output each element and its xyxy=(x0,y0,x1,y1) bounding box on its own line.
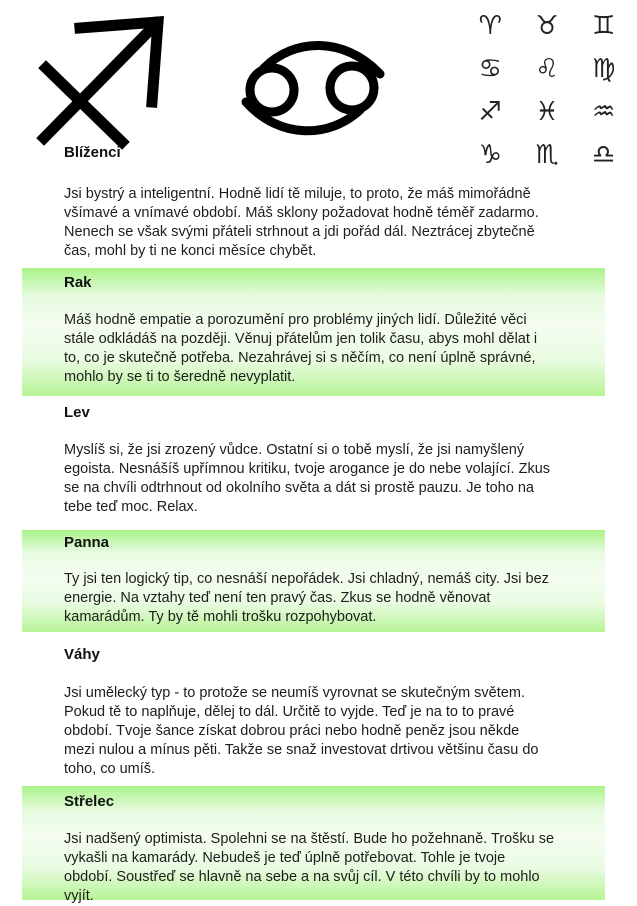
section-sagittarius xyxy=(22,786,605,904)
section-text: Máš hodně empatie a porozumění pro problémy jiných lidí. Důležité věci stále odkládáš na později. Věnuj přátelům jen tolik času, abys mohl dělat i to, co je skutečně potřeba. Nezahrávej si s něčím, co není úplně správné, mohlo by se ti to šeredně nevyplatit. xyxy=(64,312,538,385)
section-text: Jsi nadšený optimista. Spolehni se na štěstí. Bude ho požehnaně. Trošku se vykašli na kamarády. Nebudeš je teď úplně potřebovat. Tohle je tvoje období. Soustřeď se hlavně na sebe a na svůj cíl. V této chvíli by to mohlo vyjít. xyxy=(64,831,555,904)
virgo-icon: ♍ xyxy=(592,53,616,84)
section-title: Střelec xyxy=(64,793,115,810)
section-text: Jsi umělecký typ - to protože se neumíš vyrovnat se skutečným světem. Pokud tě to naplňuje, dělej to dál. Určitě to vyjde. Teď je na to to pravé období. Tvoje šance získat dobrou práci nebo hodně peněz jsou někde mezi nulou a mínus pěti. Takže se snaž investovat drtivou většinu času do toho, co umíš. xyxy=(64,685,539,777)
section-gemini xyxy=(22,139,605,261)
section-text: Jsi bystrý a inteligentní. Hodně lidí tě miluje, to proto, že máš mimořádně všímavé a vnímavé období. Máš sklony požadovat hodně téměř zadarmo. Nenech se však svými přáteli strhnout a jdi pořád dál. Neztrácej zbytečně čas, mohl by ti ne konci měsíce chybět. xyxy=(64,186,539,259)
section-title: Lev xyxy=(64,404,90,421)
sagittarius-sign-icon xyxy=(20,10,170,150)
aquarius-icon: ♒ xyxy=(592,96,616,127)
section-text: Myslíš si, že jsi zrozený vůdce. Ostatní si o tobě myslí, že jsi namyšlený egoista. Nesnášíš upřímnou kritiku, tvoje arogance je do nebe volající. Zkus se na chvíli odtrhnout od okolního světa a dát si prostě pauzu. Je toho na tebe teď moc. Relax. xyxy=(64,442,551,515)
pisces-icon: ♓ xyxy=(535,96,559,127)
gemini-icon: ♊ xyxy=(592,10,616,41)
libra-icon: ♎ xyxy=(592,139,616,170)
section-title: Blíženci xyxy=(64,144,121,161)
capricorn-icon: ♑ xyxy=(478,139,502,170)
aries-icon: ♈ xyxy=(478,10,502,41)
section-title: Panna xyxy=(64,534,110,551)
sagittarius-icon: ♐ xyxy=(478,96,502,127)
scorpio-icon: ♏ xyxy=(535,139,559,170)
section-title: Rak xyxy=(64,274,92,291)
section-text: Ty jsi ten logický tip, co nesnáší nepořádek. Jsi chladný, nemáš city. Jsi bez energie. Na vztahy teď není ten pravý čas. Zkus se hodně věnovat kamarádům. Ty by tě mohli trošku rozpohybovat. xyxy=(64,571,549,625)
taurus-icon: ♉ xyxy=(535,10,559,41)
section-title: Váhy xyxy=(64,646,100,663)
section-libra xyxy=(22,645,605,780)
section-cancer xyxy=(22,268,605,396)
section-virgo xyxy=(22,530,605,632)
cancer-sign-icon xyxy=(234,30,392,148)
leo-icon: ♌ xyxy=(535,53,559,84)
cancer-icon: ♋ xyxy=(478,53,502,84)
section-leo xyxy=(22,402,605,522)
